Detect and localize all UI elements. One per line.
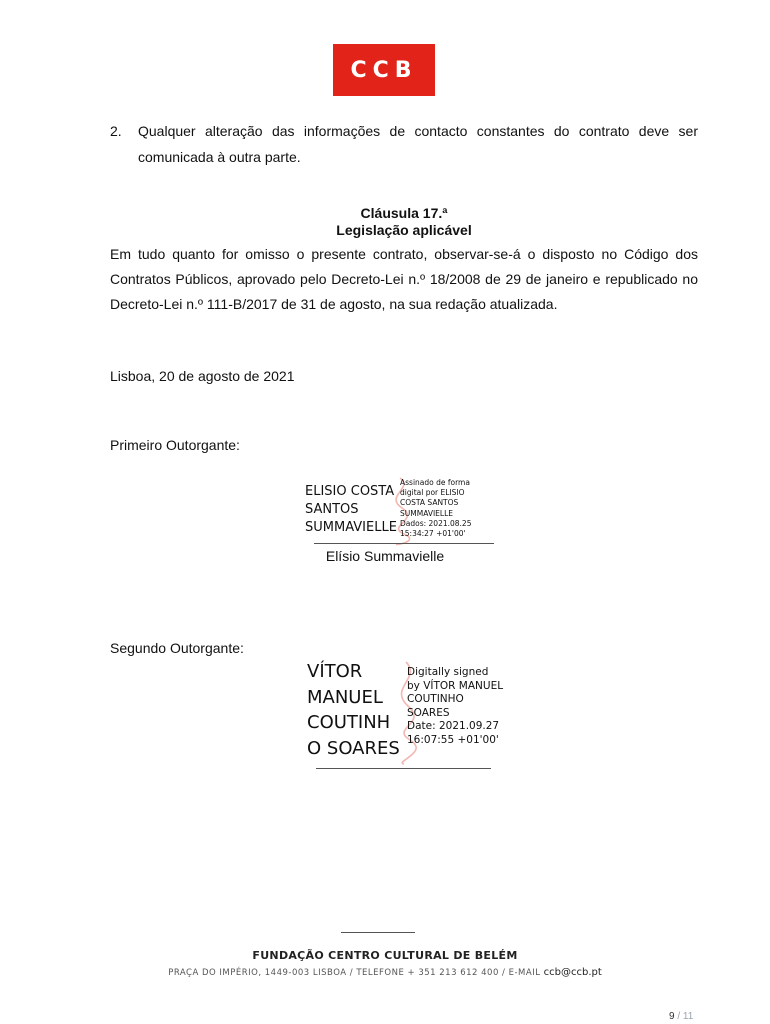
clause-body: Em tudo quanto for omisso o presente contrato, observar-se-á o disposto no Código dos Contratos Públicos, aprovado pelo Decreto-Lei n.º 18/2008 de 29 de janeiro e republicado no Decreto-Lei n.º 111-B/2017 de 31 de agosto, na sua redação atualizada.: [110, 246, 698, 312]
ccb-logo: CCB: [333, 44, 435, 96]
clause-item-2: [110, 118, 698, 170]
page-separator: /: [674, 1011, 683, 1022]
first-party-printed-name: Elísio Summavielle: [325, 548, 445, 564]
page-current: 9: [669, 1011, 675, 1022]
page-number: [669, 1011, 693, 1022]
footer-organization: FUNDAÇÃO CENTRO CULTURAL DE BELÉM: [252, 949, 518, 962]
first-party-signature: [300, 474, 510, 554]
signature-details: Digitally signed by VÍTOR MANUEL COUTINHO SOARES Date: 2021.09.27 16:07:55 +01'00': [407, 666, 504, 746]
item-text: Qualquer alteração das informações de contacto constantes do contrato deve ser comunicada à outra parte.: [138, 123, 698, 165]
footer-rule: [341, 932, 415, 933]
clause-title: Cláusula 17.ª: [360, 205, 448, 221]
signature-line: [316, 768, 491, 769]
item-number: 2.: [110, 123, 122, 139]
second-party-label: Segundo Outorgante:: [110, 640, 244, 656]
signature-name: ELISIO COSTA SANTOS SUMMAVIELLE: [305, 484, 397, 535]
signature-line: [314, 543, 494, 544]
page-total: 11: [682, 1011, 694, 1022]
footer-address-text: PRAÇA DO IMPÉRIO, 1449-003 LISBOA / TELEFONE + 351 213 612 400 / E-MAIL: [168, 968, 544, 978]
second-party-signature: [300, 656, 515, 776]
signature-details: Assinado de forma digital por ELISIO COSTA SANTOS SUMMAVIELLE Dados: 2021.08.25 15:34:27 +01'00': [400, 478, 472, 539]
footer-email-link[interactable]: ccb@ccb.pt: [543, 967, 602, 978]
signature-name: VÍTOR MANUEL COUTINH O SOARES: [307, 661, 400, 759]
place-date: Lisboa, 20 de agosto de 2021: [110, 368, 295, 384]
clause-subtitle: Legislação aplicável: [336, 222, 472, 238]
first-party-label: Primeiro Outorgante:: [110, 437, 240, 453]
footer-address: [0, 967, 770, 978]
